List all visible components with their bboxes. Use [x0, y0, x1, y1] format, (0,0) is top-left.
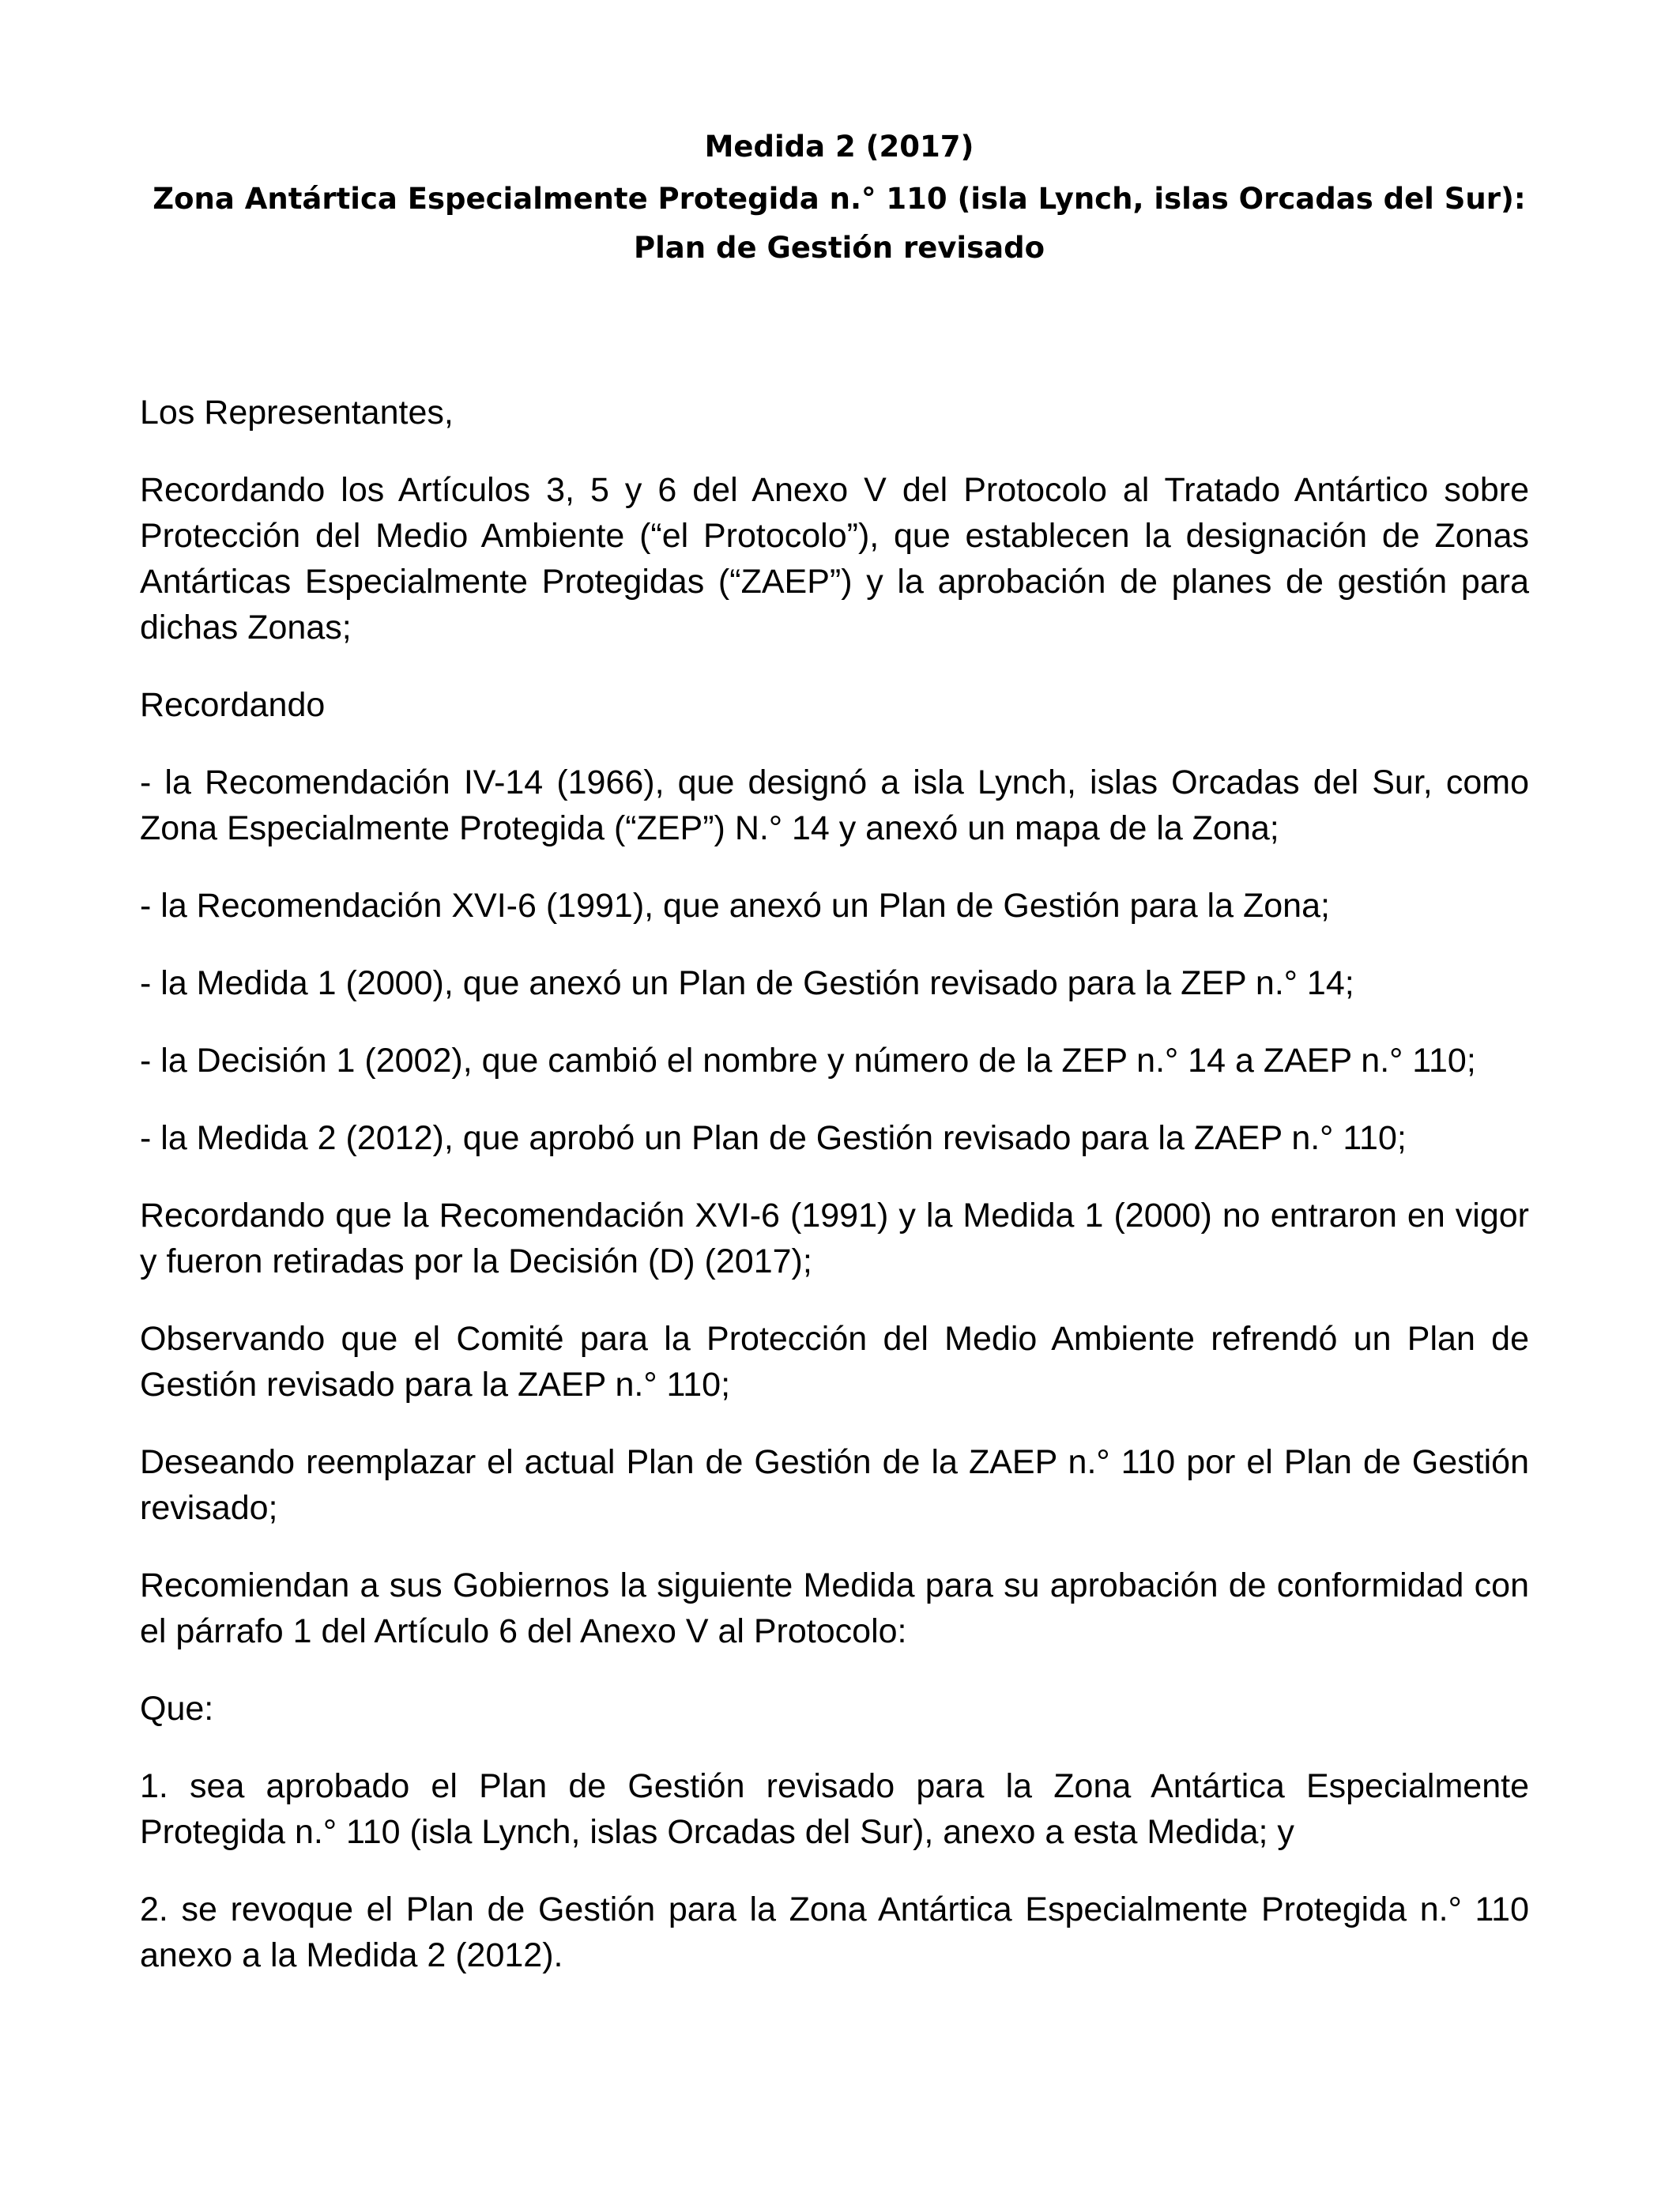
paragraph-that: Que:: [140, 1690, 214, 1728]
document-subtitle: Zona Antártica Especialmente Protegida n.° 110 (isla Lynch, islas Orcadas del Sur): Plan de Gestión revisado: [153, 182, 1526, 265]
document-title: Medida 2 (2017): [704, 130, 974, 164]
paragraph-recommend: Recomiendan a sus Gobiernos la siguiente Medida para su aprobación de conformidad con el párrafo 1 del Artículo 6 del Anexo V al Protocolo:: [140, 1566, 1529, 1650]
operative-item-1: 1. sea aprobado el Plan de Gestión revisado para la Zona Antártica Especialmente Protegida n.° 110 (isla Lynch, islas Orcadas del Sur), anexo a esta Medida; y: [140, 1767, 1529, 1851]
operative-item-2: 2. se revoque el Plan de Gestión para la Zona Antártica Especialmente Protegida n.° 110 anexo a la Medida 2 (2012).: [140, 1891, 1529, 1974]
document-body: [140, 390, 1529, 2010]
document-header: [140, 123, 1539, 273]
paragraph-salutation: Los Representantes,: [140, 394, 454, 432]
paragraph-desiring: Deseando reemplazar el actual Plan de Gestión de la ZAEP n.° 110 por el Plan de Gestión revisado;: [140, 1443, 1529, 1527]
paragraph-recalling-heading: Recordando: [140, 686, 326, 724]
paragraph-recalling-articles: Recordando los Artículos 3, 5 y 6 del Anexo V del Protocolo al Tratado Antártico sobre Protección del Medio Ambiente (“el Protocolo”), que establecen la designación de Zonas Antárticas Especialmente Protegidas (“ZAEP”) y la aprobación de planes de gestión para dichas Zonas;: [140, 471, 1529, 647]
list-item-recommendation-xvi-6: - la Recomendación XVI-6 (1991), que anexó un Plan de Gestión para la Zona;: [140, 887, 1330, 925]
list-item-measure-2-2012: - la Medida 2 (2012), que aprobó un Plan de Gestión revisado para la ZAEP n.° 110;: [140, 1119, 1407, 1157]
list-item-decision-1-2002: - la Decisión 1 (2002), que cambió el nombre y número de la ZEP n.° 14 a ZAEP n.° 110;: [140, 1042, 1476, 1080]
paragraph-recalling-withdrawn: Recordando que la Recomendación XVI-6 (1991) y la Medida 1 (2000) no entraron en vigor y fueron retiradas por la Decisión (D) (2017);: [140, 1197, 1529, 1280]
list-item-recommendation-iv-14: - la Recomendación IV-14 (1966), que designó a isla Lynch, islas Orcadas del Sur, como Zona Especialmente Protegida (“ZEP”) N.° 14 y anexó un mapa de la Zona;: [140, 763, 1529, 847]
paragraph-noting: Observando que el Comité para la Protección del Medio Ambiente refrendó un Plan de Gestión revisado para la ZAEP n.° 110;: [140, 1320, 1529, 1404]
list-item-measure-1-2000: - la Medida 1 (2000), que anexó un Plan de Gestión revisado para la ZEP n.° 14;: [140, 964, 1354, 1002]
